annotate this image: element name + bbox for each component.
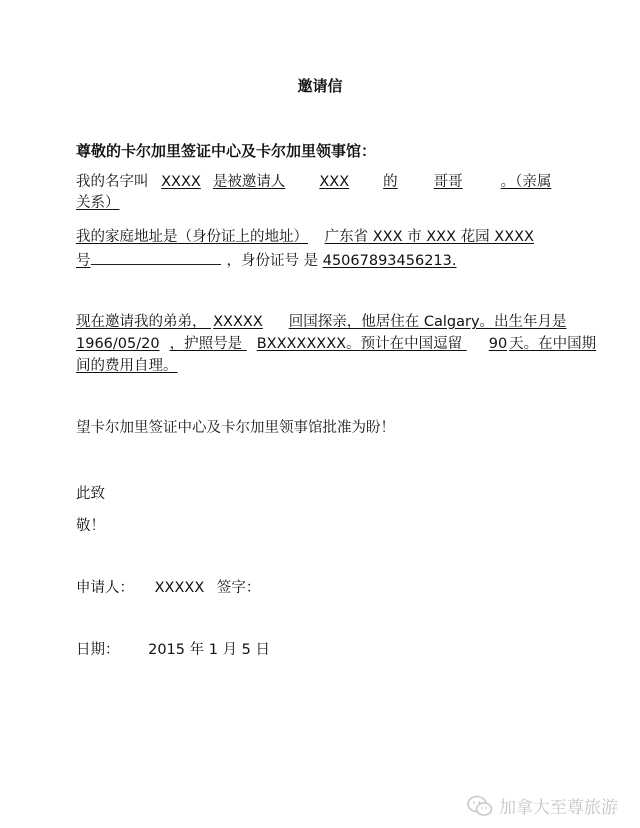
stay-label: 预计在中国逗留: [360, 336, 463, 352]
date-line: [76, 640, 270, 660]
brother-name: XXXXX: [213, 314, 263, 330]
date-label: 日期：: [76, 642, 120, 658]
intro-suffix: 。（亲属: [500, 174, 552, 190]
birth-date: 1966/05/20: [76, 336, 160, 352]
intro-prefix: 我的名字叫: [76, 174, 149, 190]
applicant-sign-name: XXXXX: [154, 580, 205, 596]
para-line-2: [76, 333, 597, 355]
wechat-icon: [467, 795, 493, 817]
intro-de: 的: [383, 174, 398, 190]
address-blank: [91, 248, 221, 265]
home-address: 广东省 XXX 市 XXX 花园 XXXX: [324, 229, 534, 245]
relation: 哥哥: [433, 174, 463, 190]
passport-label: ，护照号是: [169, 336, 243, 352]
closing-jing: 敬！: [76, 518, 105, 534]
salutation: 尊敬的卡尔加里签证中心及卡尔加里领事馆：: [76, 142, 377, 160]
stay-days: 90: [488, 336, 508, 352]
closing-cizhi: 此致: [76, 486, 105, 502]
request-line: 望卡尔加里签证中心及卡尔加里领事馆批准为盼！: [76, 420, 395, 436]
stay-suffix: 天。在中国期: [509, 336, 597, 352]
letter-title: 邀请信: [297, 77, 343, 95]
para-invite-text: 现在邀请我的弟弟，: [76, 314, 207, 330]
address-line: [76, 227, 534, 247]
invitee-name: XXX: [319, 174, 350, 190]
id-line: [76, 248, 456, 271]
intro-line-2: 关系）: [76, 195, 120, 211]
para-line-1: [76, 311, 566, 333]
watermark: [467, 793, 618, 818]
id-label: ，身份证号 是: [226, 253, 319, 269]
para-residence-text: 回国探亲，他居住在 Calgary。出生年月是: [288, 314, 567, 330]
watermark-text: 加拿大至尊旅游: [499, 798, 618, 818]
passport-number: BXXXXXXXX。: [256, 336, 361, 352]
date-value: 2015 年 1 月 5 日: [148, 642, 271, 658]
id-number: 45067893456213.: [322, 253, 457, 269]
applicant-line: [76, 578, 260, 598]
intro-line-1: [76, 172, 551, 192]
applicant-name: XXXX: [161, 174, 201, 190]
invitation-paragraph: [76, 311, 597, 377]
para-line-3: 间的费用自理。: [76, 358, 178, 374]
intro-mid: 是被邀请人: [212, 174, 286, 190]
signature-label: 签字：: [216, 580, 261, 596]
address-hao: 号: [76, 253, 91, 269]
applicant-label: 申请人：: [76, 580, 134, 596]
address-prefix: 我的家庭地址是（身份证上的地址）: [76, 229, 308, 245]
